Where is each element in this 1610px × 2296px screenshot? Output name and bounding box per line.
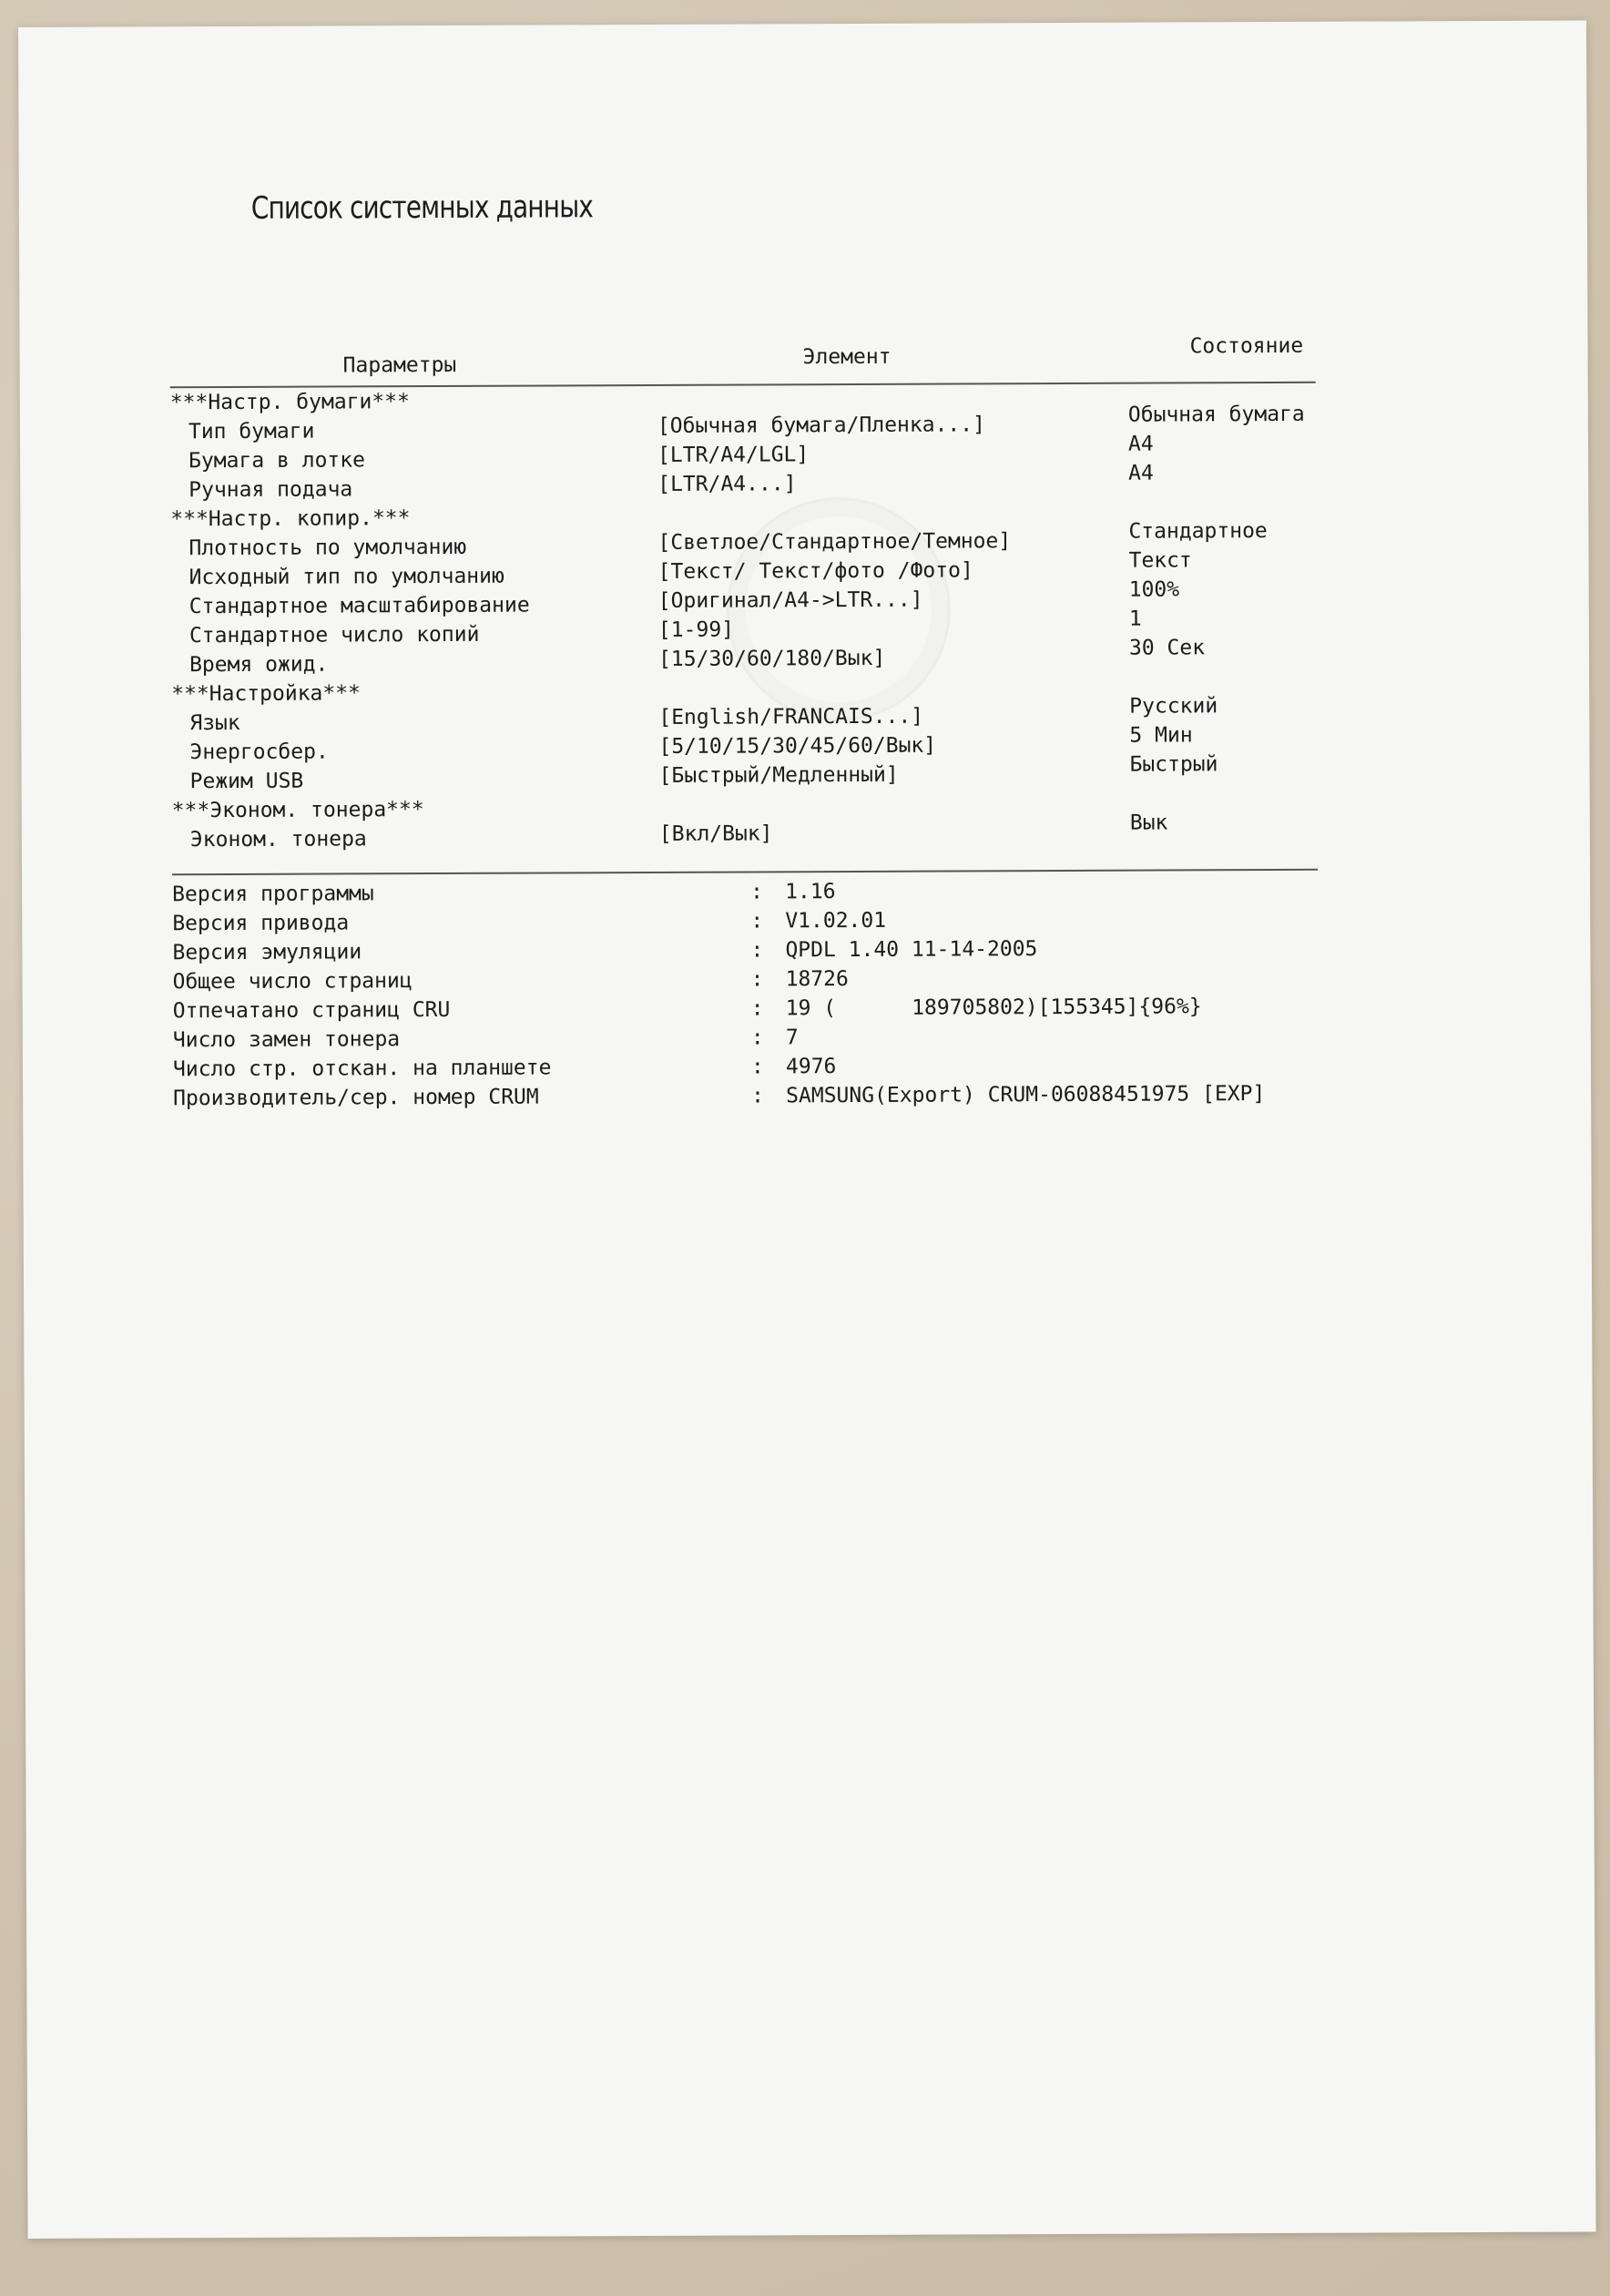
info-label: Число стр. отскан. на планшете [172,1056,552,1082]
element-options: [English/FRANCAIS...] [658,704,924,730]
current-state: 100% [1128,577,1180,602]
parameter-name: Язык [189,710,240,736]
info-value: 19 ( 189705802)[155345]{96%} [785,995,1202,1021]
parameter-name: Ручная подача [189,477,353,503]
current-state: 30 Сек [1128,636,1206,660]
element-options: [Светлое/Стандартное/Темное] [657,529,1012,555]
info-row [23,1080,1591,1117]
printed-page [18,20,1596,2238]
info-label: Число замен тонера [172,1027,401,1053]
element-options: [5/10/15/30/45/60/Вык] [658,733,937,759]
info-label: Версия эмуляции [172,940,362,965]
element-options: [1-99] [657,617,735,642]
current-state: Быстрый [1129,752,1218,777]
info-value: QPDL 1.40 11-14-2005 [785,937,1038,963]
info-colon: : [750,909,764,934]
current-state: A4 [1127,432,1154,456]
parameter-name: Стандартное масштабирование [189,593,530,619]
info-label: Версия программы [172,882,374,907]
info-label: Версия привода [172,911,350,936]
info-value: V1.02.01 [785,908,887,934]
current-state: A4 [1128,461,1154,485]
parameter-name: Энергосбер. [189,740,329,765]
section-divider [172,869,1318,875]
element-options: [Быстрый/Медленный] [658,762,899,788]
info-label: Производитель/сер. номер CRUM [173,1085,539,1111]
section-heading: ***Эконом. тонера*** [171,798,424,823]
parameter-name: Время ожид. [189,652,329,678]
info-colon: : [750,1055,764,1079]
element-options: [LTR/A4...] [657,472,797,496]
current-state: Обычная бумага [1127,402,1305,427]
info-value: 7 [785,1026,799,1050]
current-state: Текст [1128,548,1192,573]
parameter-name: Эконом. тонера [189,827,367,852]
element-options: [Вкл/Вык] [658,821,773,846]
column-header-element: Элемент [802,344,892,370]
column-header-state: Состояние [1189,333,1304,359]
info-colon: : [751,1084,765,1108]
section-heading: ***Настр. копир.*** [170,506,411,532]
info-value: 18726 [785,967,849,992]
section-heading: ***Настройка*** [171,681,361,707]
column-header-parameters: Параметры [342,352,457,378]
parameter-name: Плотность по умолчанию [189,535,467,561]
current-state: 5 Мин [1129,723,1193,748]
element-options: [Текст/ Текст/фото /Фото] [657,558,973,584]
current-state: Русский [1129,694,1218,719]
info-colon: : [750,996,764,1021]
info-colon: : [750,967,764,992]
parameter-name: Бумага в лотке [189,448,366,474]
element-options: [LTR/A4/LGL] [657,443,810,467]
page-title: Список системных данных [250,189,594,227]
element-options: [Оригинал/A4->LTR...] [657,587,923,613]
parameter-name: Исходный тип по умолчанию [189,564,504,590]
parameter-name: Режим USB [189,769,304,794]
info-colon: : [750,938,764,963]
info-value: 1.16 [785,880,836,904]
info-colon: : [750,1026,764,1050]
parameter-name: Стандартное число копий [189,622,480,648]
current-state: 1 [1128,607,1142,631]
info-label: Отпечатано страниц CRU [172,997,451,1024]
element-options: [Обычная бумага/Пленка...] [657,413,986,438]
current-state: Вык [1129,811,1168,835]
info-value: 4976 [785,1055,837,1079]
info-colon: : [750,880,764,904]
element-options: [15/30/60/180/Вык] [657,646,886,671]
current-state: Стандартное [1128,519,1268,544]
section-heading: ***Настр. бумаги*** [169,390,410,415]
settings-row [22,811,1590,858]
parameter-name: Тип бумаги [188,419,315,444]
info-value: SAMSUNG(Export) CRUM-06088451975 [EXP] [786,1082,1266,1108]
info-label: Общее число страниц [172,969,413,995]
